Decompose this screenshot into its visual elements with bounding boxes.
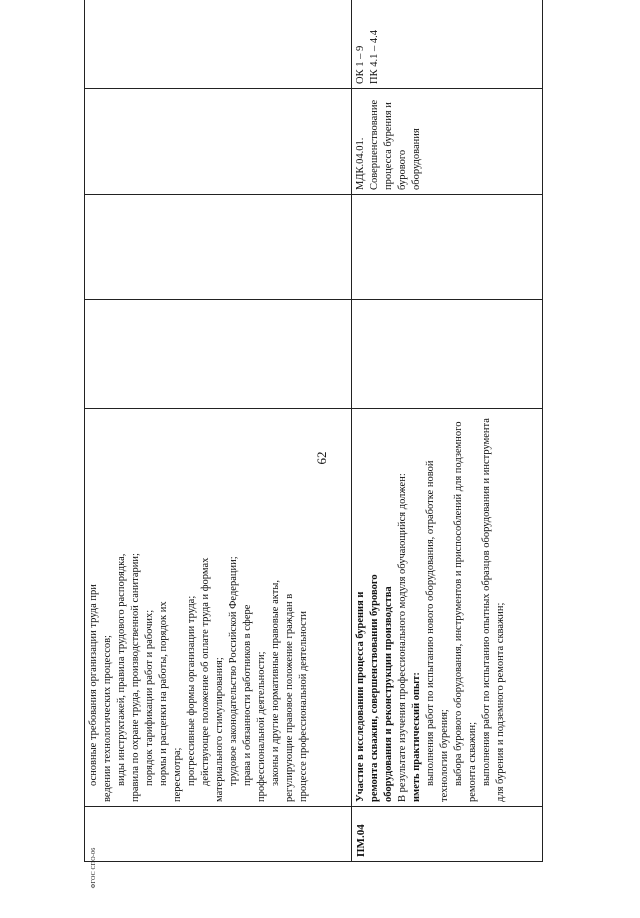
practice-item: выбора бурового оборудования, инструментов и приспособлений для подземного ремонта скважин; [453, 421, 478, 802]
footer-label: ФГОС СПО-06 [91, 847, 97, 889]
module-code-text: ПМ.04 [355, 824, 367, 857]
text-line: законы и другие нормативные правовые акты, [270, 580, 281, 786]
module-title-line: ремонта скважин, совершенствовании бурового [369, 574, 380, 802]
text-line: регулирующие правовое положение граждан в [284, 593, 295, 802]
text-line: права и обязанности работников в сфере [242, 604, 253, 786]
text-line: действующее положение об оплате труда и формах [200, 557, 211, 786]
text-line: порядок тарификации работ и рабочих; [144, 609, 155, 786]
text-line: основные требования организации труда при [88, 584, 99, 786]
text-line: профессиональной деятельности; [256, 651, 267, 802]
empty-cell [352, 195, 543, 300]
module-title-line: Участие в исследовании процесса бурения и [355, 591, 366, 802]
module-intro: В результате изучения профессионального модуля обучающийся должен: [397, 473, 408, 802]
text-line: трудовое законодательство Российской Федерации; [228, 556, 239, 786]
module-content-cell [352, 409, 543, 807]
text-line: виды инструктажей, правила трудового распорядка, [116, 553, 127, 786]
empty-cell [85, 195, 352, 300]
module-code [352, 807, 543, 862]
text-line: процессе профессиональной деятельности [298, 610, 309, 802]
text-line: нормы и расценки на работы, порядок их [158, 601, 169, 786]
module-title-line: оборудования и реконструкции производства [383, 586, 394, 802]
curriculum-table [84, 0, 543, 862]
text-line: материального стимулирования; [214, 657, 225, 802]
table-row [352, 0, 543, 862]
practice-header: иметь практический опыт: [411, 672, 422, 802]
competency-cell [352, 0, 543, 89]
empty-cell [352, 300, 543, 409]
text-line: прогрессивные формы организации труда; [186, 595, 197, 786]
text-line: пересмотра; [172, 747, 183, 802]
empty-cell [85, 0, 352, 89]
table-row [85, 0, 352, 862]
competency-ok: ОК 1 – 9 [355, 45, 366, 84]
empty-cell [85, 300, 352, 409]
practice-item: выполнения работ по испытанию нового оборудования, отработке новой технологии бурения; [425, 460, 450, 802]
content-cell [85, 409, 352, 807]
mdk-cell [352, 89, 543, 195]
text-line: ведении технологических процессов; [102, 635, 113, 802]
text-line: правила по охране труда, производственной санитарии; [130, 553, 141, 802]
mdk-text: МДК.04.01. Совершенствование процесса бурения и бурового оборудования [355, 99, 422, 190]
curriculum-table-rotated [84, 30, 536, 862]
code-cell [85, 807, 352, 862]
empty-cell [85, 89, 352, 195]
practice-item: выполнения работ по испытанию опытных образцов оборудования и инструмента для бурения и подземного ремонта скважин; [481, 418, 506, 802]
competency-pk: ПК 4.1 – 4.4 [369, 30, 380, 84]
page-number: 62 [314, 451, 329, 465]
